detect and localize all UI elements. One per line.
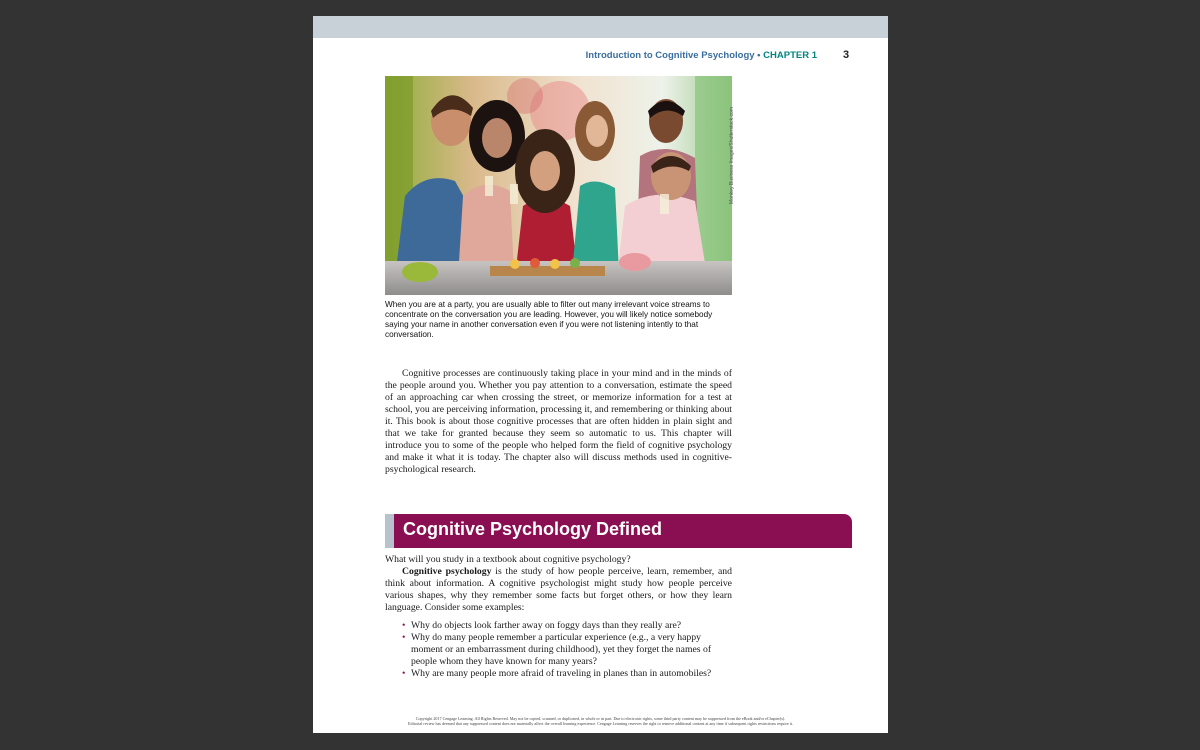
list-item: • Why do objects look farther away on foggy days than they really are? xyxy=(402,620,732,632)
copyright-notice xyxy=(313,716,888,726)
copyright-line-2: Editorial review has deemed that any suppressed content does not materially affect the overall learning experience. Cengage Learning reserves the right to remove additional content at any time if subsequent rights restrictions require it. xyxy=(408,721,793,726)
example-list xyxy=(402,620,732,680)
party-photo xyxy=(385,76,732,295)
document-page xyxy=(313,16,888,733)
intro-paragraph: Cognitive processes are continuously taking place in your mind and in the minds of the people around you. Whether you pay attention to a conversation, estimate the speed of an approaching car when crossing the street, or memorize information for a test at school, you are perceiving information, processing it, and remembering or thinking about it. This book is about those cognitive processes that are often hidden in plain sight and that we take for granted because they seem so automatic to us. This chapter will introduce you to some of the people who helped form the field of cognitive psychology and make it what it is today. The chapter also will discuss methods used in cognitive-psychological research. xyxy=(385,368,732,475)
photo-credit: Monkey Business Images/Shutterstock.com xyxy=(729,107,735,204)
list-item: • Why are many people more afraid of traveling in planes than in automobiles? xyxy=(402,668,732,680)
running-head-chapter: CHAPTER 1 xyxy=(763,50,817,61)
section-question: What will you study in a textbook about cognitive psychology? xyxy=(385,554,631,565)
page-number: 3 xyxy=(843,49,850,61)
definition-text: is the study of how people perceive, learn, remember, and think about information. A cognitive psychologist might study how people perceive various shapes, why they remember some facts but forget others, or how they learn language. Consider some examples: xyxy=(385,566,732,613)
list-item: • Why do many people remember a particular experience (e.g., a very happy moment or an embarrassment during childhood), yet they forget the names of people whom they have known for many years? xyxy=(402,632,732,668)
definition-paragraph xyxy=(385,566,732,614)
key-term: Cognitive psychology xyxy=(402,566,492,577)
running-head-separator: • xyxy=(754,50,764,61)
section-bar-accent xyxy=(385,514,394,548)
section-heading-bar xyxy=(385,514,852,548)
photo-caption: When you are at a party, you are usually able to filter out many irrelevant voice streams to concentrate on the conversation you are leading. However, you will likely notice somebody saying your name in another conversation even if you were not listening intently to that conversation. xyxy=(385,300,713,339)
copyright-line-1: Copyright 2017 Cengage Learning. All Rights Reserved. May not be copied, scanned, or duplicated, in whole or in part. Due to electronic rights, some third party content may be suppressed from the eBook and/or eChapter(s). xyxy=(415,716,786,721)
running-head-book-title: Introduction to Cognitive Psychology xyxy=(585,50,755,61)
section-title: Cognitive Psychology Defined xyxy=(403,519,663,539)
running-head xyxy=(313,50,817,61)
page-top-band xyxy=(313,16,888,38)
